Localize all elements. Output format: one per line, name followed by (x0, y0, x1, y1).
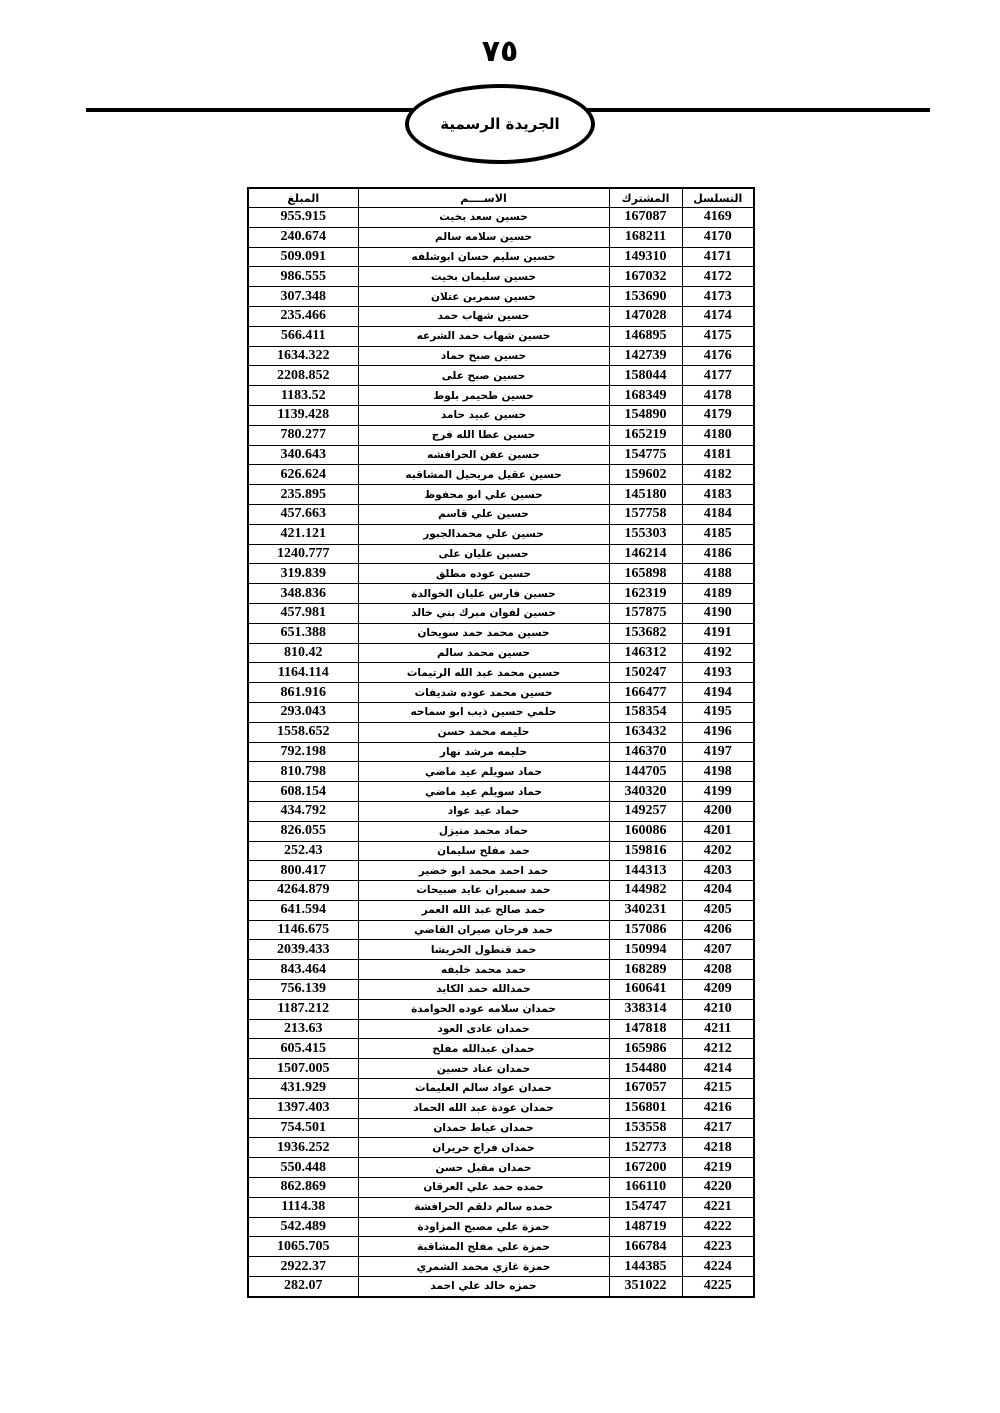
subscriber-cell: 165898 (609, 564, 682, 584)
name-cell: حسين محمد سالم (358, 643, 609, 663)
amount-cell: 340.643 (248, 445, 358, 465)
serial-cell: 4210 (682, 999, 754, 1019)
subscriber-cell: 165219 (609, 425, 682, 445)
table-row (248, 1178, 754, 1198)
subscriber-cell: 145180 (609, 485, 682, 505)
subscriber-cell: 153558 (609, 1118, 682, 1138)
amount-cell: 431.929 (248, 1079, 358, 1099)
subscriber-table-container (247, 187, 753, 1298)
name-cell: حمدان عياط حمدان (358, 1118, 609, 1138)
serial-cell: 4182 (682, 465, 754, 485)
subscriber-cell: 167200 (609, 1158, 682, 1178)
amount-cell: 550.448 (248, 1158, 358, 1178)
table-row (248, 1098, 754, 1118)
amount-cell: 1139.428 (248, 405, 358, 425)
subscriber-cell: 167032 (609, 267, 682, 287)
subscriber-cell: 144313 (609, 861, 682, 881)
header-name: الاســــم (358, 188, 609, 208)
serial-cell: 4202 (682, 841, 754, 861)
table-row (248, 881, 754, 901)
serial-cell: 4195 (682, 702, 754, 722)
name-cell: حمزة غازي محمد الشمري (358, 1257, 609, 1277)
table-row (248, 999, 754, 1019)
table-row (248, 208, 754, 228)
serial-cell: 4206 (682, 920, 754, 940)
table-row (248, 742, 754, 762)
name-cell: حسين شهاب حمد الشرعه (358, 326, 609, 346)
subscriber-cell: 154747 (609, 1197, 682, 1217)
amount-cell: 348.836 (248, 584, 358, 604)
amount-cell: 509.091 (248, 247, 358, 267)
amount-cell: 986.555 (248, 267, 358, 287)
table-row (248, 900, 754, 920)
name-cell: حمدان سلامه عوده الحوامدة (358, 999, 609, 1019)
amount-cell: 862.869 (248, 1178, 358, 1198)
table-row (248, 405, 754, 425)
amount-cell: 651.388 (248, 623, 358, 643)
header-serial: التسلسل (682, 188, 754, 208)
name-cell: حمدان عودة عبد الله الحماد (358, 1098, 609, 1118)
header-amount: المبلغ (248, 188, 358, 208)
name-cell: حمزه خالد علي احمد (358, 1277, 609, 1297)
subscriber-cell: 159816 (609, 841, 682, 861)
subscriber-cell: 147818 (609, 1019, 682, 1039)
table-row (248, 821, 754, 841)
table-row (248, 1118, 754, 1138)
subscriber-cell: 150247 (609, 663, 682, 683)
table-row (248, 1039, 754, 1059)
subscriber-cell: 146370 (609, 742, 682, 762)
name-cell: حماد محمد منيزل (358, 821, 609, 841)
name-cell: حمدالله حمد الكايد (358, 980, 609, 1000)
table-row (248, 465, 754, 485)
table-row (248, 980, 754, 1000)
serial-cell: 4183 (682, 485, 754, 505)
subscriber-cell: 162319 (609, 584, 682, 604)
amount-cell: 1164.114 (248, 663, 358, 683)
amount-cell: 235.895 (248, 485, 358, 505)
amount-cell: 843.464 (248, 960, 358, 980)
name-cell: حسين عطا الله فرج (358, 425, 609, 445)
amount-cell: 608.154 (248, 782, 358, 802)
serial-cell: 4204 (682, 881, 754, 901)
serial-cell: 4215 (682, 1079, 754, 1099)
subscriber-cell: 150994 (609, 940, 682, 960)
subscriber-cell: 167087 (609, 208, 682, 228)
amount-cell: 754.501 (248, 1118, 358, 1138)
subscriber-cell: 149257 (609, 801, 682, 821)
table-row (248, 564, 754, 584)
table-row (248, 1079, 754, 1099)
amount-cell: 641.594 (248, 900, 358, 920)
subscriber-cell: 338314 (609, 999, 682, 1019)
name-cell: حسين علي ابو محفوظ (358, 485, 609, 505)
name-cell: حماد سويلم عيد ماضي (358, 762, 609, 782)
name-cell: حسين صبح على (358, 366, 609, 386)
table-row (248, 643, 754, 663)
subscriber-cell: 146214 (609, 544, 682, 564)
name-cell: حمد قنطول الخريشا (358, 940, 609, 960)
table-row (248, 227, 754, 247)
amount-cell: 1146.675 (248, 920, 358, 940)
name-cell: حمدان عناد حسين (358, 1059, 609, 1079)
table-row (248, 940, 754, 960)
subscriber-cell: 157086 (609, 920, 682, 940)
serial-cell: 4176 (682, 346, 754, 366)
amount-cell: 861.916 (248, 683, 358, 703)
amount-cell: 1558.652 (248, 722, 358, 742)
name-cell: حسين عفن الحرافشه (358, 445, 609, 465)
table-row (248, 584, 754, 604)
serial-cell: 4190 (682, 603, 754, 623)
subscriber-cell: 168211 (609, 227, 682, 247)
amount-cell: 457.663 (248, 504, 358, 524)
subscriber-cell: 146895 (609, 326, 682, 346)
table-row (248, 722, 754, 742)
name-cell: حسين صبح حماد (358, 346, 609, 366)
name-cell: حلمي حسين ذيب ابو سماحه (358, 702, 609, 722)
header-subscriber: المشترك (609, 188, 682, 208)
subscriber-cell: 351022 (609, 1277, 682, 1297)
serial-cell: 4179 (682, 405, 754, 425)
serial-cell: 4181 (682, 445, 754, 465)
name-cell: حمزة علي مصبح المزاودة (358, 1217, 609, 1237)
name-cell: حسين محمد عبد الله الرتيمات (358, 663, 609, 683)
serial-cell: 4200 (682, 801, 754, 821)
amount-cell: 605.415 (248, 1039, 358, 1059)
subscriber-cell: 157875 (609, 603, 682, 623)
subscriber-cell: 144705 (609, 762, 682, 782)
name-cell: حسين محمد حمد سويحان (358, 623, 609, 643)
table-row (248, 524, 754, 544)
amount-cell: 756.139 (248, 980, 358, 1000)
name-cell: حمدان عادى العود (358, 1019, 609, 1039)
table-row (248, 702, 754, 722)
name-cell: حسين سمرين عتلان (358, 287, 609, 307)
table-row (248, 425, 754, 445)
serial-cell: 4207 (682, 940, 754, 960)
serial-cell: 4188 (682, 564, 754, 584)
subscriber-cell: 340320 (609, 782, 682, 802)
header-oval (405, 84, 595, 164)
serial-cell: 4185 (682, 524, 754, 544)
amount-cell: 955.915 (248, 208, 358, 228)
name-cell: حماد سويلم عيد ماضي (358, 782, 609, 802)
table-row (248, 663, 754, 683)
subscriber-cell: 149310 (609, 247, 682, 267)
serial-cell: 4177 (682, 366, 754, 386)
table-row (248, 504, 754, 524)
name-cell: حمد مفلح سليمان (358, 841, 609, 861)
gazette-title: الجريدة الرسمية (440, 115, 560, 133)
amount-cell: 1397.403 (248, 1098, 358, 1118)
serial-cell: 4224 (682, 1257, 754, 1277)
name-cell: حسين فارس عليان الخوالدة (358, 584, 609, 604)
amount-cell: 4264.879 (248, 881, 358, 901)
name-cell: حمدان عواد سالم العليمات (358, 1079, 609, 1099)
serial-cell: 4198 (682, 762, 754, 782)
table-row (248, 1158, 754, 1178)
subscriber-cell: 154890 (609, 405, 682, 425)
subscriber-cell: 154480 (609, 1059, 682, 1079)
serial-cell: 4217 (682, 1118, 754, 1138)
amount-cell: 542.489 (248, 1217, 358, 1237)
subscriber-cell: 166110 (609, 1178, 682, 1198)
table-row (248, 544, 754, 564)
table-row (248, 861, 754, 881)
serial-cell: 4211 (682, 1019, 754, 1039)
table-body (248, 208, 754, 1297)
amount-cell: 421.121 (248, 524, 358, 544)
amount-cell: 1065.705 (248, 1237, 358, 1257)
serial-cell: 4178 (682, 386, 754, 406)
name-cell: حسين سليمان بخيت (358, 267, 609, 287)
name-cell: حمد صالح عبد الله العمر (358, 900, 609, 920)
table-row (248, 287, 754, 307)
name-cell: حليمه محمد حسن (358, 722, 609, 742)
serial-cell: 4221 (682, 1197, 754, 1217)
table-row (248, 782, 754, 802)
amount-cell: 566.411 (248, 326, 358, 346)
table-row (248, 960, 754, 980)
serial-cell: 4171 (682, 247, 754, 267)
subscriber-cell: 340231 (609, 900, 682, 920)
name-cell: حمده حمد علي العرقان (358, 1178, 609, 1198)
amount-cell: 1187.212 (248, 999, 358, 1019)
subscriber-cell: 166477 (609, 683, 682, 703)
amount-cell: 307.348 (248, 287, 358, 307)
subscriber-cell: 166784 (609, 1237, 682, 1257)
name-cell: حمد فرحان صيران القاضي (358, 920, 609, 940)
amount-cell: 2208.852 (248, 366, 358, 386)
name-cell: حسين سليم حسان ابوشلفه (358, 247, 609, 267)
subscriber-cell: 168289 (609, 960, 682, 980)
serial-cell: 4193 (682, 663, 754, 683)
subscriber-cell: 159602 (609, 465, 682, 485)
name-cell: حسين عوده مطلق (358, 564, 609, 584)
table-row (248, 801, 754, 821)
amount-cell: 434.792 (248, 801, 358, 821)
table-row (248, 306, 754, 326)
subscriber-cell: 153682 (609, 623, 682, 643)
table-row (248, 1277, 754, 1297)
name-cell: حسين محمد عوده شديفات (358, 683, 609, 703)
table-row (248, 1217, 754, 1237)
table-row (248, 1237, 754, 1257)
serial-cell: 4180 (682, 425, 754, 445)
subscriber-cell: 158354 (609, 702, 682, 722)
serial-cell: 4203 (682, 861, 754, 881)
amount-cell: 810.42 (248, 643, 358, 663)
subscriber-cell: 146312 (609, 643, 682, 663)
amount-cell: 213.63 (248, 1019, 358, 1039)
serial-cell: 4223 (682, 1237, 754, 1257)
amount-cell: 780.277 (248, 425, 358, 445)
serial-cell: 4225 (682, 1277, 754, 1297)
table-row (248, 1019, 754, 1039)
name-cell: حمدان فراج حريران (358, 1138, 609, 1158)
table-row (248, 920, 754, 940)
name-cell: حليمه مرشد نهار (358, 742, 609, 762)
subscriber-cell: 153690 (609, 287, 682, 307)
subscriber-cell: 155303 (609, 524, 682, 544)
subscriber-cell: 160641 (609, 980, 682, 1000)
serial-cell: 4208 (682, 960, 754, 980)
serial-cell: 4218 (682, 1138, 754, 1158)
serial-cell: 4172 (682, 267, 754, 287)
serial-cell: 4189 (682, 584, 754, 604)
table-row (248, 762, 754, 782)
table-row (248, 326, 754, 346)
amount-cell: 235.466 (248, 306, 358, 326)
name-cell: حسين طحيمر بلوط (358, 386, 609, 406)
name-cell: حسين عبيد حامد (358, 405, 609, 425)
serial-cell: 4216 (682, 1098, 754, 1118)
name-cell: حمد احمد محمد ابو خضير (358, 861, 609, 881)
table-row (248, 683, 754, 703)
serial-cell: 4186 (682, 544, 754, 564)
serial-cell: 4205 (682, 900, 754, 920)
serial-cell: 4194 (682, 683, 754, 703)
subscriber-table (247, 187, 755, 1298)
subscriber-cell: 163432 (609, 722, 682, 742)
name-cell: حمده سالم دلقم الحرافشة (358, 1197, 609, 1217)
serial-cell: 4219 (682, 1158, 754, 1178)
serial-cell: 4209 (682, 980, 754, 1000)
subscriber-cell: 144385 (609, 1257, 682, 1277)
subscriber-cell: 156801 (609, 1098, 682, 1118)
name-cell: حسين شهاب حمد (358, 306, 609, 326)
serial-cell: 4192 (682, 643, 754, 663)
amount-cell: 800.417 (248, 861, 358, 881)
table-row (248, 1197, 754, 1217)
table-row (248, 247, 754, 267)
amount-cell: 1507.005 (248, 1059, 358, 1079)
amount-cell: 2039.433 (248, 940, 358, 960)
name-cell: حسين سعد بخيت (358, 208, 609, 228)
subscriber-cell: 142739 (609, 346, 682, 366)
amount-cell: 626.624 (248, 465, 358, 485)
table-row (248, 366, 754, 386)
serial-cell: 4214 (682, 1059, 754, 1079)
serial-cell: 4175 (682, 326, 754, 346)
serial-cell: 4199 (682, 782, 754, 802)
subscriber-cell: 160086 (609, 821, 682, 841)
name-cell: حسين سلامه سالم (358, 227, 609, 247)
name-cell: حماد عيد عواد (358, 801, 609, 821)
table-row (248, 267, 754, 287)
table-row (248, 485, 754, 505)
serial-cell: 4196 (682, 722, 754, 742)
amount-cell: 1183.52 (248, 386, 358, 406)
table-row (248, 1059, 754, 1079)
serial-cell: 4173 (682, 287, 754, 307)
table-row (248, 603, 754, 623)
serial-cell: 4201 (682, 821, 754, 841)
serial-cell: 4212 (682, 1039, 754, 1059)
name-cell: حسين عقيل مريحيل المشاقبه (358, 465, 609, 485)
amount-cell: 2922.37 (248, 1257, 358, 1277)
table-row (248, 841, 754, 861)
amount-cell: 252.43 (248, 841, 358, 861)
amount-cell: 810.798 (248, 762, 358, 782)
serial-cell: 4184 (682, 504, 754, 524)
amount-cell: 826.055 (248, 821, 358, 841)
serial-cell: 4197 (682, 742, 754, 762)
subscriber-cell: 148719 (609, 1217, 682, 1237)
serial-cell: 4174 (682, 306, 754, 326)
name-cell: حسين عليان على (358, 544, 609, 564)
subscriber-cell: 147028 (609, 306, 682, 326)
amount-cell: 792.198 (248, 742, 358, 762)
name-cell: حمزة علي مفلح المشاقبة (358, 1237, 609, 1257)
table-row (248, 1257, 754, 1277)
subscriber-cell: 152773 (609, 1138, 682, 1158)
subscriber-cell: 167057 (609, 1079, 682, 1099)
name-cell: حسين لفوان مبرك بني خالد (358, 603, 609, 623)
amount-cell: 282.07 (248, 1277, 358, 1297)
serial-cell: 4220 (682, 1178, 754, 1198)
table-header-row (248, 188, 754, 208)
subscriber-cell: 157758 (609, 504, 682, 524)
serial-cell: 4222 (682, 1217, 754, 1237)
table-row (248, 445, 754, 465)
name-cell: حمدان عبدالله مفلح (358, 1039, 609, 1059)
subscriber-cell: 158044 (609, 366, 682, 386)
subscriber-cell: 144982 (609, 881, 682, 901)
serial-cell: 4169 (682, 208, 754, 228)
amount-cell: 457.981 (248, 603, 358, 623)
amount-cell: 1240.777 (248, 544, 358, 564)
amount-cell: 1634.322 (248, 346, 358, 366)
name-cell: حسين علي محمدالجبور (358, 524, 609, 544)
subscriber-cell: 154775 (609, 445, 682, 465)
table-row (248, 386, 754, 406)
amount-cell: 293.043 (248, 702, 358, 722)
subscriber-cell: 165986 (609, 1039, 682, 1059)
table-row (248, 346, 754, 366)
page-number: ٧٥ (481, 34, 519, 69)
serial-cell: 4191 (682, 623, 754, 643)
amount-cell: 1936.252 (248, 1138, 358, 1158)
amount-cell: 1114.38 (248, 1197, 358, 1217)
serial-cell: 4170 (682, 227, 754, 247)
amount-cell: 319.839 (248, 564, 358, 584)
amount-cell: 240.674 (248, 227, 358, 247)
name-cell: حمد محمد خليفه (358, 960, 609, 980)
table-row (248, 1138, 754, 1158)
name-cell: حسين علي قاسم (358, 504, 609, 524)
table-row (248, 623, 754, 643)
subscriber-cell: 168349 (609, 386, 682, 406)
name-cell: حمدان مقبل حسن (358, 1158, 609, 1178)
name-cell: حمد سميران عايد صبيحات (358, 881, 609, 901)
